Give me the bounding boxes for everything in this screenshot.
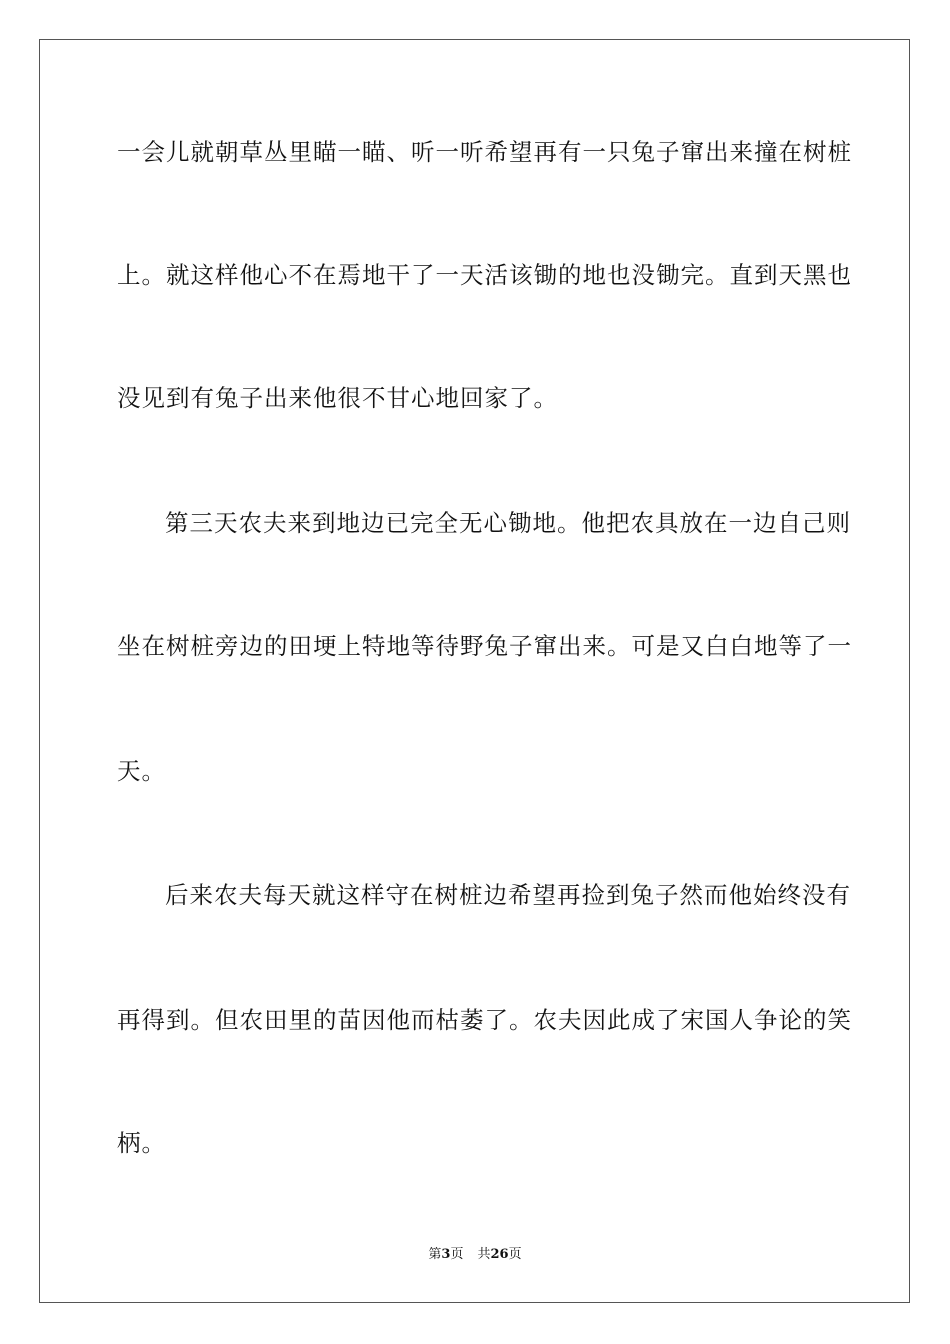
page-number: 3 [441, 1247, 451, 1262]
total-prefix: 共 [477, 1247, 491, 1262]
page-suffix: 页 [450, 1247, 464, 1262]
total-pages: 26 [490, 1247, 509, 1262]
paragraph-line-9: 柄。 [117, 1129, 166, 1157]
paragraph-line-1: 一会儿就朝草丛里瞄一瞄、听一听希望再有一只兔子窜出来撞在树桩 [117, 138, 852, 166]
paragraph-line-5: 坐在树桩旁边的田埂上特地等待野兔子窜出来。可是又白白地等了一 [117, 632, 852, 660]
paragraph-line-3: 没见到有兔子出来他很不甘心地回家了。 [117, 384, 558, 412]
page-prefix: 第 [428, 1247, 442, 1262]
paragraph-line-6: 天。 [117, 757, 166, 785]
page-footer [0, 1246, 950, 1264]
paragraph-line-4: 第三天农夫来到地边已完全无心锄地。他把农具放在一边自己则 [165, 509, 851, 537]
page-border [39, 39, 910, 1303]
paragraph-line-7: 后来农夫每天就这样守在树桩边希望再捡到兔子然而他始终没有 [165, 881, 851, 909]
total-suffix: 页 [508, 1247, 522, 1262]
paragraph-line-8: 再得到。但农田里的苗因他而枯萎了。农夫因此成了宋国人争论的笑 [117, 1006, 852, 1034]
paragraph-line-2: 上。就这样他心不在焉地干了一天活该锄的地也没锄完。直到天黑也 [117, 261, 852, 289]
